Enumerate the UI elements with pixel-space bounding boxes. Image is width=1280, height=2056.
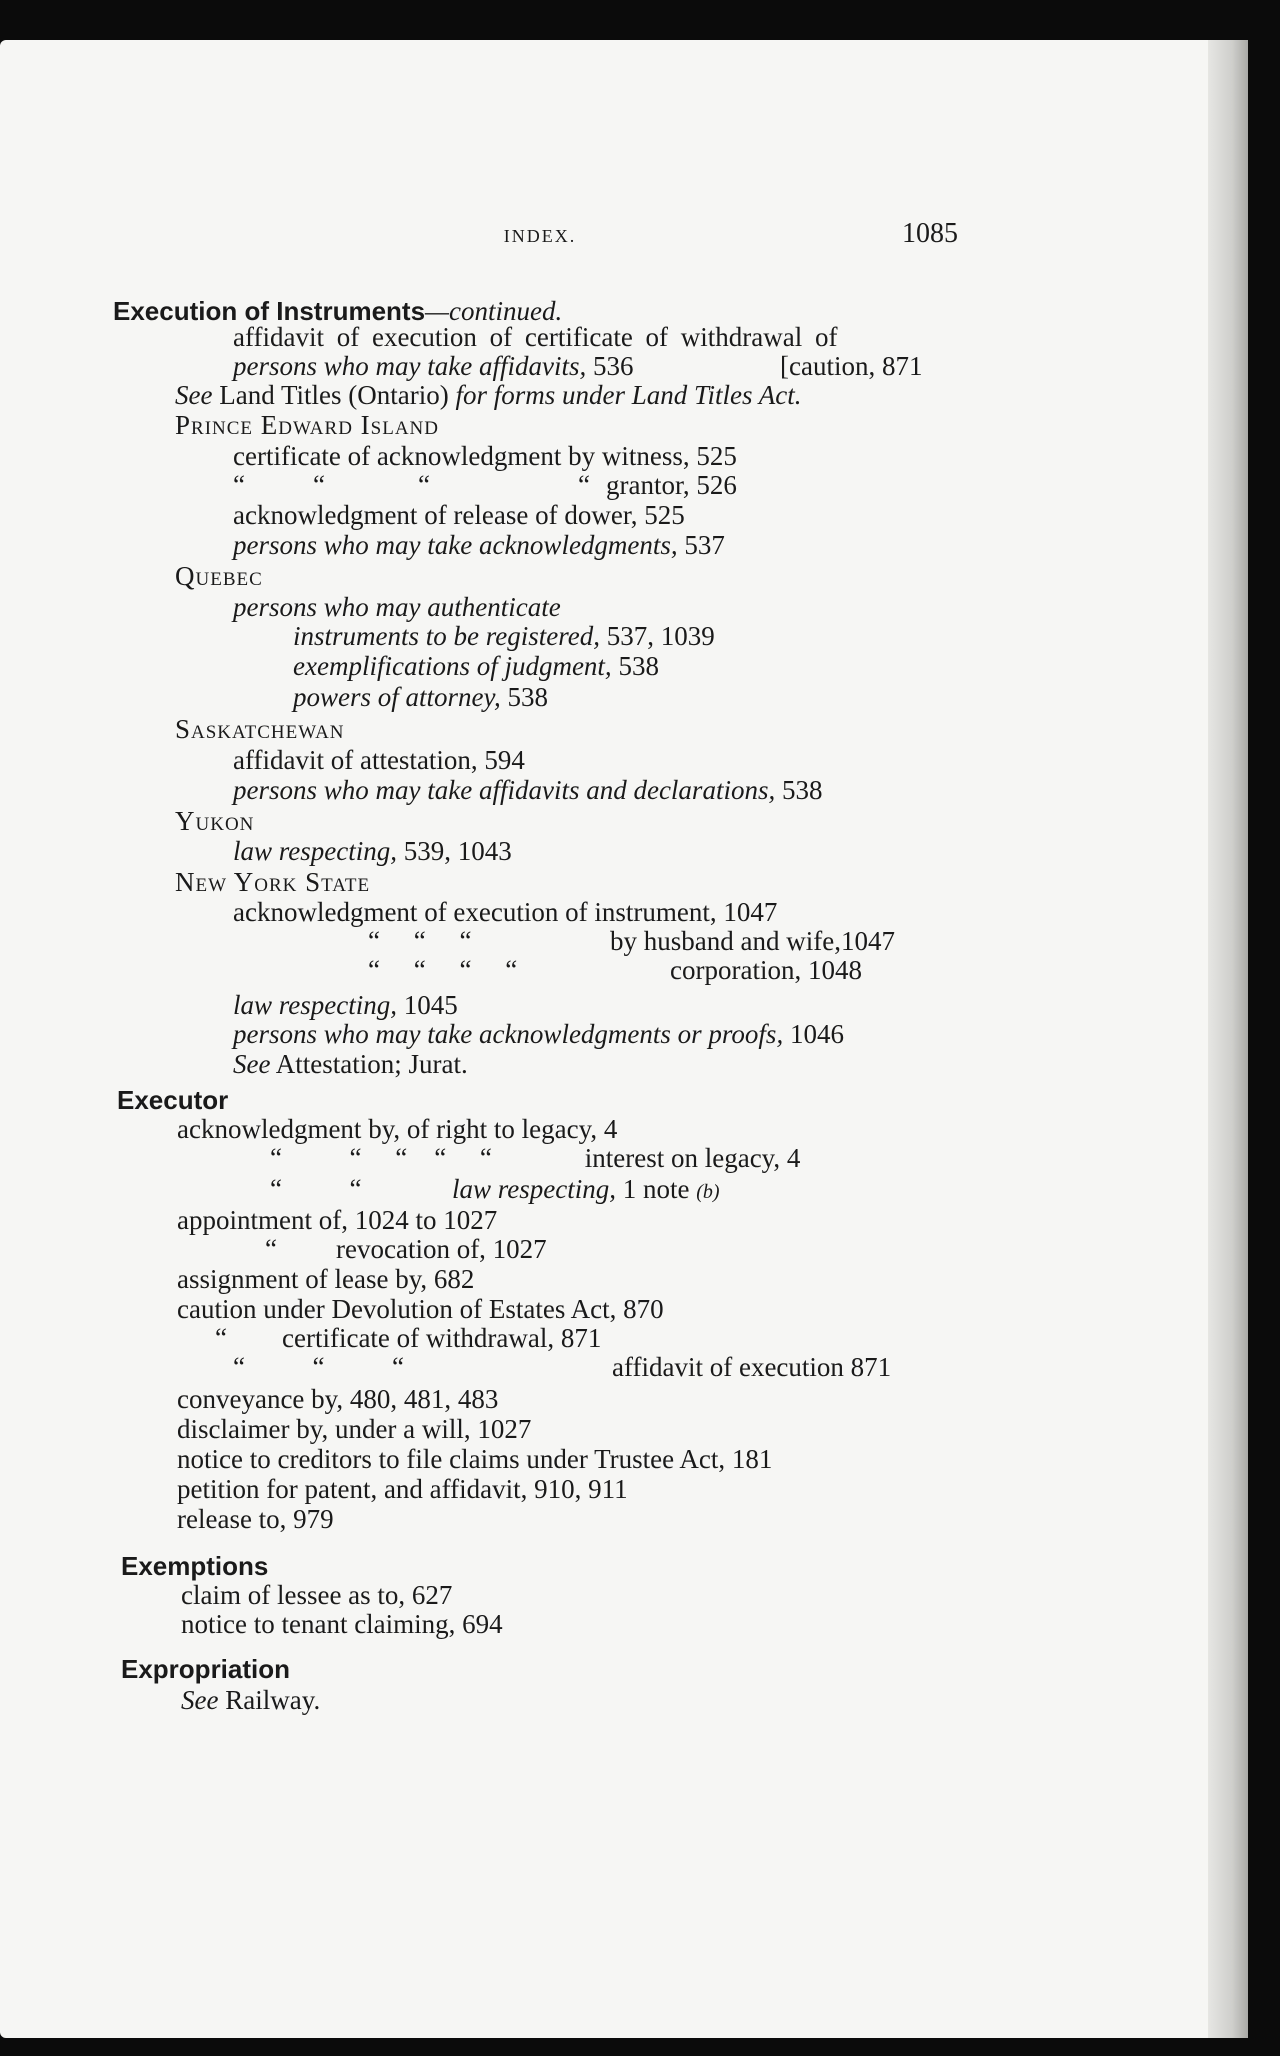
index-line: instruments to be registered, 537, 1039 — [293, 621, 715, 651]
index-line: acknowledgment by, of right to legacy, 4 — [177, 1114, 618, 1144]
index-line: appointment of, 1024 to 1027 — [177, 1205, 498, 1235]
ditto-marks: “ “ — [270, 1174, 362, 1204]
index-line: disclaimer by, under a will, 1027 — [177, 1414, 532, 1444]
subheading-new-york-state: New York State — [175, 867, 371, 897]
see-reference: See Railway. — [181, 1685, 321, 1715]
index-line: persons who may authenticate — [233, 592, 561, 622]
entry-heading-exemptions: Exemptions — [121, 1551, 269, 1581]
index-line: persons who may take affidavits and declarations, 538 — [233, 775, 823, 805]
index-line: “ “ “ “ grantor, 526 — [233, 470, 737, 500]
entry-heading-execution: Execution of Instruments—continued. — [113, 296, 563, 326]
ditto-marks: “ — [265, 1234, 277, 1264]
index-line: exemplifications of judgment, 538 — [293, 651, 659, 681]
subheading-quebec: Quebec — [175, 561, 263, 591]
subheading-saskatchewan: Saskatchewan — [175, 714, 345, 744]
index-line-continuation: [caution, 871 — [780, 351, 923, 381]
index-line: caution under Devolution of Estates Act, 870 — [177, 1294, 664, 1324]
index-line: affidavit of attestation, 594 — [233, 745, 525, 775]
index-line: certificate of acknowledgment by witness, 525 — [233, 441, 737, 471]
index-line: persons who may take acknowledgments, 537 — [233, 530, 725, 560]
ditto-marks: “ “ “ — [368, 926, 472, 956]
index-line: conveyance by, 480, 481, 483 — [177, 1384, 499, 1414]
index-line: by husband and wife,1047 — [610, 926, 895, 956]
index-line: affidavit of execution 871 — [612, 1352, 892, 1382]
index-line: certificate of withdrawal, 871 — [282, 1323, 602, 1353]
index-line: corporation, 1048 — [670, 955, 862, 985]
ditto-marks: “ “ “ — [233, 1352, 404, 1382]
entry-heading-expropriation: Expropriation — [121, 1654, 291, 1684]
index-line: persons who may take affidavits, 536 — [233, 351, 634, 381]
index-line: persons who may take acknowledgments or proofs, 1046 — [233, 1019, 844, 1049]
ditto-marks: “ — [215, 1323, 227, 1353]
subheading-yukon: Yukon — [175, 806, 255, 836]
index-line: acknowledgment of execution of instrument, 1047 — [233, 897, 778, 927]
index-line: notice to tenant claiming, 694 — [181, 1609, 503, 1639]
page-number: 1085 — [902, 218, 958, 249]
see-reference: See Land Titles (Ontario) for forms under Land Titles Act. — [175, 380, 802, 410]
entry-heading-executor: Executor — [117, 1085, 229, 1115]
index-line: acknowledgment of release of dower, 525 — [233, 500, 685, 530]
index-line: claim of lessee as to, 627 — [181, 1580, 453, 1610]
subheading-prince-edward-island: Prince Edward Island — [175, 410, 439, 440]
index-line: law respecting, 539, 1043 — [233, 836, 512, 866]
index-line: petition for patent, and affidavit, 910, 911 — [177, 1474, 628, 1504]
page-edge — [1208, 40, 1248, 2038]
index-line: revocation of, 1027 — [336, 1234, 547, 1264]
running-header: INDEX. — [503, 226, 577, 246]
ditto-marks: “ “ “ “ “ — [270, 1143, 492, 1173]
index-line: affidavit of execution of certificate of withdrawal of — [233, 322, 838, 352]
see-reference: See Attestation; Jurat. — [233, 1049, 468, 1079]
index-line: release to, 979 — [177, 1504, 334, 1534]
ditto-marks: “ “ “ “ — [368, 955, 518, 985]
index-line: law respecting, 1045 — [233, 990, 458, 1020]
index-line: interest on legacy, 4 — [578, 1143, 801, 1173]
index-line: powers of attorney, 538 — [293, 682, 548, 712]
index-line: law respecting, 1 note (b) — [452, 1174, 720, 1204]
index-line: assignment of lease by, 682 — [177, 1264, 475, 1294]
index-line: notice to creditors to file claims under Trustee Act, 181 — [177, 1444, 773, 1474]
